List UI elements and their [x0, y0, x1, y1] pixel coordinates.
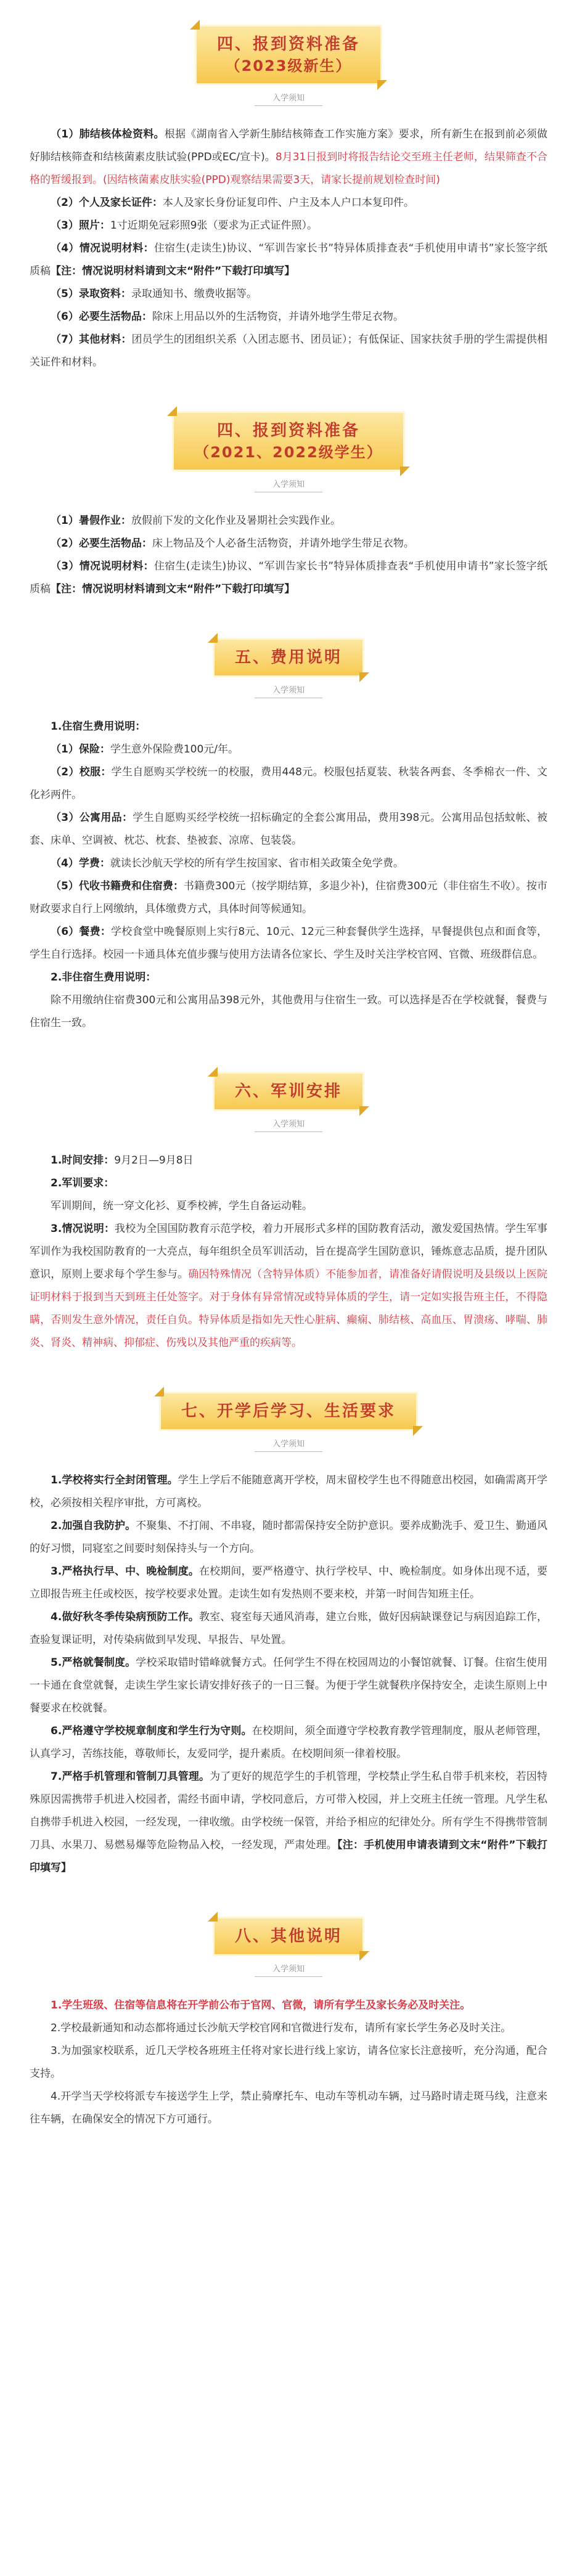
registration-new-content: [0, 123, 577, 374]
list-item: [30, 510, 547, 532]
item-label: （7）其他材料：: [51, 333, 132, 346]
section-tag: 入学须知: [255, 1962, 322, 1977]
section-tag: 入学须知: [255, 1117, 322, 1132]
registration-returning-content: [0, 510, 577, 601]
item-label: （3）公寓用品：: [51, 812, 133, 824]
section-header-school-rules: [0, 1392, 577, 1452]
section-title-box: [213, 1917, 364, 1956]
other-notes-content: [0, 1994, 577, 2131]
sub-heading: 2.非住宿生费用说明：: [51, 971, 157, 984]
corner-decoration: [208, 633, 218, 643]
list-item: [30, 214, 547, 237]
list-item: [30, 555, 547, 601]
corner-decoration: [154, 1387, 164, 1396]
item-warning: 确因特殊情况（含特异体质）不能参加者，请准备好请假说明及县级以上医院证明材料于报到当天到班主任处签字。对于身体有异常情况或特异体质的学生，请一定如实报告班主任，不得隐瞒，否则发生意外情况，责任自负。特异体质是指如先天性心脏病、癫痫、肺结核、高血压、胃溃疡、哮喘、肺炎、肾炎、精神病、抑郁症、伤残以及其他严重的疾病等。: [30, 1268, 547, 1349]
item-label: 6.严格遵守学校规章制度和学生行为守则。: [51, 1725, 252, 1737]
list-item: [30, 1652, 547, 1720]
item-label: 4.做好秋冬季传染病预防工作。: [51, 1611, 200, 1623]
list-item: [30, 328, 547, 374]
item-text: 床上物品及个人必备生活物资，并请外地学生带足衣物。: [152, 537, 414, 550]
section-title-box: [213, 1072, 364, 1111]
section-title: 四、报到资料准备: [216, 35, 360, 54]
section-title: 六、军训安排: [234, 1082, 342, 1101]
section-header-other-notes: [0, 1917, 577, 1977]
list-item: [30, 237, 547, 283]
section-subtitle: （2021、2022级学生）: [194, 444, 383, 461]
list-item: [30, 1149, 547, 1172]
corner-decoration: [359, 672, 369, 682]
sub-heading: 2.军训要求：: [51, 1177, 115, 1189]
item-text: 学校采取错时错峰就餐方式。任何学生不得在校园周边的小餐馆就餐、订餐。住宿生使用一卡通在食堂就餐，走读生学生家长请安排好孩子的一日三餐。为便于学生就餐秩序保持安全，走读生原则上中餐要求在校就餐。: [30, 1657, 547, 1714]
item-label: （6）餐费：: [51, 926, 112, 938]
section-tag: 入学须知: [255, 478, 322, 492]
item-label: （3）情况说明材料：: [51, 560, 154, 573]
list-item: [30, 738, 547, 761]
section-title-box: [172, 411, 405, 471]
list-item: 1.学生班级、住宿等信息将在开学前公布于官网、官微，请所有学生及家长务必及时关注。: [51, 1999, 471, 2011]
sub-heading: 1.住宿生费用说明：: [51, 720, 146, 733]
item-label: （1）暑假作业：: [51, 515, 131, 527]
item-label: （4）学费：: [51, 857, 110, 870]
section-subtitle: （2023级新生）: [225, 57, 352, 75]
military-training-content: [0, 1149, 577, 1355]
list-item: [30, 1720, 547, 1766]
item-text: 书籍费300元（按学期结算，多退少补)，住宿费300元（非住宿生不收）。按市财政要求自行上网缴纳，具体缴费方式，具体时间等候通知。: [30, 880, 548, 915]
section-title: 五、费用说明: [234, 648, 342, 667]
section-title-box: [213, 638, 364, 677]
item-label: （2）个人及家长证件：: [51, 197, 163, 209]
list-item: [30, 1560, 547, 1606]
item-text: 团员学生的团组织关系（入团志愿书、团员证）；有低保证、国家扶贫手册的学生需提供相关证件和材料。: [30, 333, 547, 369]
corner-decoration: [208, 1067, 218, 1077]
item-label: （4）情况说明材料：: [51, 242, 154, 255]
item-label: 2.加强自我防护。: [51, 1520, 136, 1532]
corner-decoration: [208, 1912, 218, 1922]
list-item: [30, 283, 547, 306]
section-title-box: [159, 1392, 418, 1431]
list-item: [30, 1606, 547, 1652]
item-label: 1.学校将实行全封闭管理。: [51, 1474, 178, 1486]
list-item: [30, 875, 547, 921]
list-item: [30, 1515, 547, 1560]
item-note: 【注：情况说明材料请到文末“附件”下载打印填写】: [51, 583, 295, 595]
item-text: 1寸近期免冠彩照9张（要求为正式证件照）。: [110, 219, 317, 232]
item-text: 学生上学后不能随意离开学校，周末留校学生也不得随意出校园，如确需离开学校，必须按相关程序审批，方可离校。: [30, 1474, 547, 1509]
item-label: 3.情况说明：: [51, 1223, 115, 1235]
school-rules-content: [0, 1469, 577, 1880]
item-text: 教室、寝室每天通风消毒，建立台账，做好因病缺课登记与病因追踪工作，查验复课证明，对传染病做到早发现、早报告、早处置。: [30, 1611, 547, 1646]
list-item: 3.为加强家校联系，近几天学校各班班主任将对家长进行线上家访，请各位家长注意接听，充分沟通，配合支持。: [30, 2045, 547, 2080]
item-text: 根据《湖南省入学新生肺结核筛查工作实施方案》要求，所有新生在报到前必须做好肺结核筛查和结核菌素皮肤试验(PPD或EC/宣卡)。: [30, 128, 547, 163]
item-text: 我校为全国国防教育示范学校，着力开展形式多样的国防教育活动，激发爱国热情。学生军事军训作为我校国防教育的一大亮点，每年组织全员军训活动，旨在提高学生国防意识，锤炼意志品质，提升团队意识，原则上要求每个学生参与。: [30, 1223, 547, 1281]
corner-decoration: [359, 1106, 369, 1116]
item-label: 5.严格就餐制度。: [51, 1657, 136, 1669]
item-text: 学生自愿购买经学校统一招标确定的全套公寓用品，费用398元。公寓用品包括蚊帐、被套、床单、空调被、枕芯、枕套、垫被套、凉席、包装袋。: [30, 812, 547, 847]
section-header-registration-new: [0, 25, 577, 106]
item-label: （1）肺结核体检资料。: [51, 128, 165, 141]
item-label: （2）必要生活物品：: [51, 537, 152, 550]
list-item: [30, 852, 547, 875]
paragraph: 除不用缴纳住宿费300元和公寓用品398元外，其他费用与住宿生一致。可以选择是否在学校就餐，餐费与住宿生一致。: [30, 994, 547, 1029]
list-item: [30, 1766, 547, 1880]
item-label: （6）必要生活物品：: [51, 311, 152, 323]
section-tag: 入学须知: [255, 1437, 322, 1452]
item-label: （3）照片：: [51, 219, 110, 232]
item-text: 录取通知书、缴费收据等。: [131, 288, 257, 300]
item-text: 9月2日—9月8日: [114, 1154, 194, 1167]
item-text: 不聚集、不打闹、不串寝，随时都需保持安全防护意识。要养成勤洗手、爱卫生、勤通风的好习惯，同寝室之间要时刻保持头与一个方向。: [30, 1520, 547, 1555]
corner-decoration: [413, 1426, 423, 1436]
list-item: 2.学校最新通知和动态都将通过长沙航天学校官网和官微进行发布，请所有家长学生务必及时关注。: [51, 2022, 512, 2034]
item-note: 【注：情况说明材料请到文末“附件”下载打印填写】: [51, 265, 295, 277]
item-note: 【注：手机使用申请表请到文末“附件”下载打印填写】: [30, 1839, 547, 1874]
item-label: （5）录取资料：: [51, 288, 131, 300]
list-item: [30, 192, 547, 214]
item-text: 学生意外保险费100元/年。: [110, 743, 239, 756]
section-title: 七、开学后学习、生活要求: [181, 1402, 396, 1420]
list-item: [30, 1218, 547, 1355]
corner-decoration: [190, 20, 200, 30]
list-item: [30, 532, 547, 555]
section-header-registration-returning: [0, 411, 577, 492]
list-item: 4.开学当天学校将派专车接送学生上学，禁止骑摩托车、电动车等机动车辆，过马路时请走斑马线，注意来往车辆，在确保安全的情况下方可通行。: [30, 2090, 547, 2126]
corner-decoration: [167, 406, 177, 416]
item-text: 为了更好的规范学生的手机管理，学校禁止学生私自带手机来校，若因特殊原因需携带手机进入校园者，需经书面申请，学校同意后，方可带入校园，并上交班主任统一管理。凡学生私自携带手机进入校园，一经发现，一律收缴。由学校统一保管，并给予相应的纪律处分。所有学生不得携带管制刀具、水果刀、易燃易爆等危险物品入校，一经发现，严肃处理。: [30, 1771, 547, 1851]
item-label: 3.严格执行早、中、晚检制度。: [51, 1565, 200, 1578]
section-header-military-training: [0, 1072, 577, 1132]
corner-decoration: [359, 1951, 369, 1961]
item-label: （1）保险：: [51, 743, 110, 756]
list-item: [30, 761, 547, 807]
list-item: [30, 807, 547, 852]
item-label: 7.严格手机管理和管制刀具管理。: [51, 1771, 210, 1783]
item-text: 在校期间，须全面遵守学校教育教学管理制度，服从老师管理，认真学习，苦练技能，尊敬师长，友爱同学，提升素质。在校期间须一律着校服。: [30, 1725, 548, 1760]
item-label: 1.时间安排：: [51, 1154, 115, 1167]
item-label: （2）校服：: [51, 766, 112, 778]
item-warning: 8月31日报到时将报告结论交至班主任老师，结果筛查不合格的暂缓报到。(因结核菌素皮肤实验(PPD)观察结果需要3天，请家长提前规划检查时间): [30, 151, 547, 186]
item-text: 住宿生(走读生)协议、“军训告家长书”特异体质排查表“手机使用申请书”家长签字纸质稿: [30, 242, 547, 277]
section-title-box: [195, 25, 382, 85]
item-text: 除床上用品以外的生活物资，并请外地学生带足衣物。: [152, 311, 404, 323]
item-text: 在校期间，要严格遵守、执行学校早、中、晚检制度。如身体出现不适，要立即报告班主任或校医，按学校要求处置。走读生如有发热则不要来校，并第一时间告知班主任。: [30, 1565, 547, 1600]
list-item: [30, 1469, 547, 1515]
item-label: （5）代收书籍费和住宿费：: [51, 880, 184, 892]
paragraph: 军训期间，统一穿文化衫、夏季校裤，学生自备运动鞋。: [51, 1200, 313, 1212]
item-text: 就读长沙航天学校的所有学生按国家、省市相关政策全免学费。: [110, 857, 404, 870]
corner-decoration: [400, 467, 410, 476]
section-tag: 入学须知: [255, 91, 322, 106]
section-title: 八、其他说明: [234, 1927, 342, 1946]
fees-content: [0, 715, 577, 1035]
section-title: 四、报到资料准备: [216, 422, 360, 440]
item-text: 住宿生(走读生)协议、“军训告家长书”特异体质排查表“手机使用申请书”家长签字纸质稿: [30, 560, 547, 595]
corner-decoration: [377, 80, 387, 90]
item-text: 学校食堂中晚餐原则上实行8元、10元、12元三种套餐供学生选择，早餐提供包点和面食等，学生自行选择。校园一卡通具体充值步骤与使用方法请各位家长、学生及时关注学校官网、官微、班级群信息。: [30, 926, 547, 961]
list-item: [30, 921, 547, 966]
section-header-fees: [0, 638, 577, 698]
item-text: 放假前下发的文化作业及暑期社会实践作业。: [131, 515, 341, 527]
list-item: [30, 123, 547, 192]
section-tag: 入学须知: [255, 683, 322, 698]
list-item: [30, 306, 547, 328]
item-text: 本人及家长身份证复印件、户主及本人户口本复印件。: [162, 197, 414, 209]
item-text: 学生自愿购买学校统一的校服，费用448元。校服包括夏装、秋装各两套、冬季棉衣一件、文化衫两件。: [30, 766, 547, 801]
